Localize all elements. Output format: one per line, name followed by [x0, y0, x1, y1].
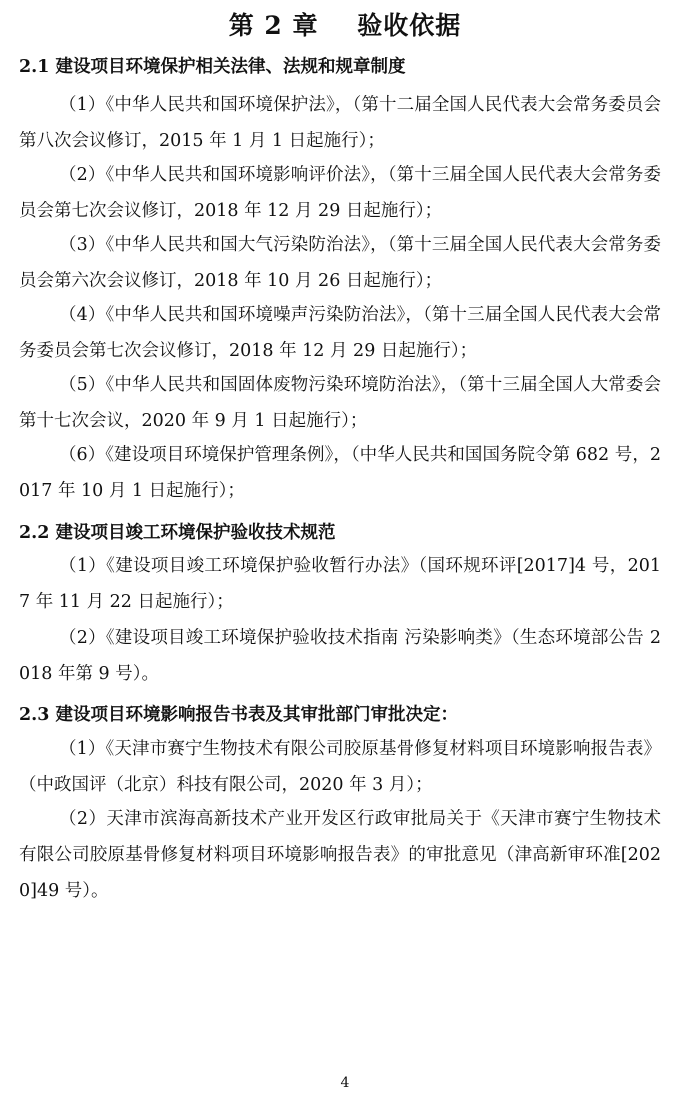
approval-item-1: （1）《天津市赛宁生物技术有限公司胶原基骨修复材料项目环境影响报告表》（中政国评（北京）科技有限公司，2020 年 3 月）； [19, 739, 661, 795]
law-item-5: （5）《中华人民共和国固体废物污染环境防治法》，（第十三届全国人大常委会第十七次会议，2020 年 9 月 1 日起施行）； [19, 375, 661, 431]
section-heading-2-1: 2.1 建设项目环境保护相关法律、法规和规章制度 [19, 57, 406, 77]
section-heading-2-3: 2.3 建设项目环境影响报告书表及其审批部门审批决定： [19, 705, 459, 725]
spec-item-1: （1）《建设项目竣工环境保护验收暂行办法》（国环规环评[2017]4 号，2017 年 11 月 22 日起施行）； [19, 556, 661, 612]
spec-item-2: （2）《建设项目竣工环境保护验收技术指南 污染影响类》（生态环境部公告 2018 年第 9 号）。 [19, 628, 661, 684]
law-item-3: （3）《中华人民共和国大气污染防治法》，（第十三届全国人民代表大会常务委员会第六次会议修订，2018 年 10 月 26 日起施行）； [19, 235, 661, 291]
section-heading-2-2: 2.2 建设项目竣工环境保护验收技术规范 [19, 523, 336, 543]
approval-item-2: （2）天津市滨海高新技术产业开发区行政审批局关于《天津市赛宁生物技术有限公司胶原基骨修复材料项目环境影响报告表》的审批意见（津高新审环准[2020]49 号）。 [19, 809, 661, 901]
law-item-1: （1）《中华人民共和国环境保护法》，（第十二届全国人民代表大会常务委员会第八次会议修订，2015 年 1 月 1 日起施行）； [19, 95, 661, 151]
page-number: 4 [340, 1075, 350, 1091]
law-item-2: （2）《中华人民共和国环境影响评价法》，（第十三届全国人民代表大会常务委员会第七次会议修订，2018 年 12 月 29 日起施行）； [19, 165, 661, 221]
law-item-6: （6）《建设项目环境保护管理条例》，（中华人民共和国国务院令第 682 号，2017 年 10 月 1 日起施行）； [19, 445, 661, 501]
chapter-title: 第 2 章 验收依据 [228, 11, 462, 40]
law-item-4: （4）《中华人民共和国环境噪声污染防治法》，（第十三届全国人民代表大会常务委员会第七次会议修订，2018 年 12 月 29 日起施行）； [19, 305, 661, 361]
